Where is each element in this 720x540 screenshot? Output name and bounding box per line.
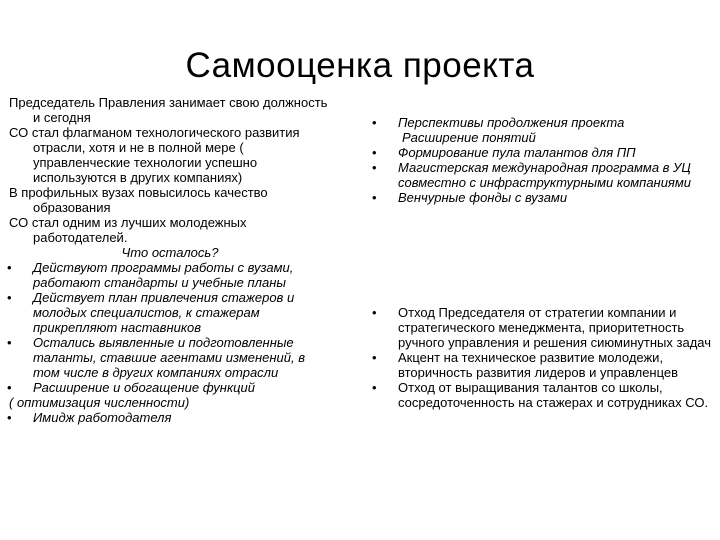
bullet-icon: • xyxy=(372,380,377,395)
right-top-bullet-text: Магистерская международная программа в УЦ совместно с инфраструктурными компаниями xyxy=(398,160,692,190)
left-bullet-item xyxy=(5,410,335,425)
bullet-icon: • xyxy=(7,410,12,425)
right-bottom-bullet-item xyxy=(370,350,715,380)
left-paragraph: В профильных вузах повысилось качество образования xyxy=(9,185,268,215)
left-paragraph: СО стал флагманом технологического развития отрасли, хотя и не в полной мере ( управленческие технологии успешно используются в других компаниях) xyxy=(9,125,300,185)
bullet-icon: • xyxy=(372,160,377,175)
right-top-bullet-item xyxy=(370,160,715,190)
right-bottom-list xyxy=(370,305,715,410)
right-bottom-bullet-text: Акцент на техническое развитие молодежи, вторичность развития лидеров и управленцев xyxy=(398,350,679,380)
left-bullet-item xyxy=(5,260,335,290)
left-bullet-text: Действуют программы работы с вузами, работают стандарты и учебные планы xyxy=(33,260,294,290)
left-subheading: Что осталось? xyxy=(121,245,219,260)
left-bullet-item xyxy=(5,290,335,335)
bullet-icon: • xyxy=(372,190,377,205)
right-top-bullet-text: Венчурные фонды с вузами xyxy=(398,190,568,205)
bullet-icon: • xyxy=(7,380,12,395)
right-top-bullet-text: Формирование пула талантов для ПП xyxy=(398,145,636,160)
right-bottom-bullet-item xyxy=(370,305,715,350)
bullet-icon: • xyxy=(372,350,377,365)
right-bottom-bullet-text: Отход от выращивания талантов со школы, сосредоточенность на стажерах и сотрудниках СО. xyxy=(398,380,709,410)
left-paragraph: СО стал одним из лучших молодежных работодателей. xyxy=(9,215,247,245)
right-bottom-bullet-item xyxy=(370,380,715,410)
bullet-icon: • xyxy=(372,145,377,160)
bullet-icon: • xyxy=(7,335,12,350)
slide-title: Самооценка проекта xyxy=(185,46,535,85)
left-bullet-item xyxy=(5,335,335,380)
left-bullet-text: Остались выявленные и подготовленные таланты, ставшие агентами изменений, в том числе в других компаниях отрасли xyxy=(33,335,305,380)
left-column xyxy=(5,95,335,425)
bullet-icon: • xyxy=(372,305,377,320)
left-bullet-item xyxy=(5,380,335,395)
right-top-bullet-text: Перспективы продолжения проекта xyxy=(398,115,625,130)
bullet-icon: • xyxy=(7,290,12,305)
left-bullet-text: Действует план привлечения стажеров и молодых специалистов, к стажерам прикрепляют наставников xyxy=(33,290,295,335)
bullet-icon: • xyxy=(372,115,377,130)
right-top-bullet-item xyxy=(370,190,715,205)
left-bullet-text: Расширение и обогащение функций xyxy=(33,380,255,395)
left-note: ( оптимизация численности) xyxy=(9,395,190,410)
right-top-bullet-item xyxy=(370,145,715,160)
right-top-list xyxy=(370,115,715,205)
right-top-bullet-item xyxy=(370,115,715,130)
right-top-subitem: Расширение понятий xyxy=(402,130,536,145)
bullet-icon: • xyxy=(7,260,12,275)
right-bottom-bullet-text: Отход Председателя от стратегии компании и стратегического менеджмента, приоритетность ручного управления и решения сиюминутных задач xyxy=(398,305,711,350)
left-bullet-text: Имидж работодателя xyxy=(33,410,172,425)
left-paragraph: Председатель Правления занимает свою должность и сегодня xyxy=(9,95,328,125)
